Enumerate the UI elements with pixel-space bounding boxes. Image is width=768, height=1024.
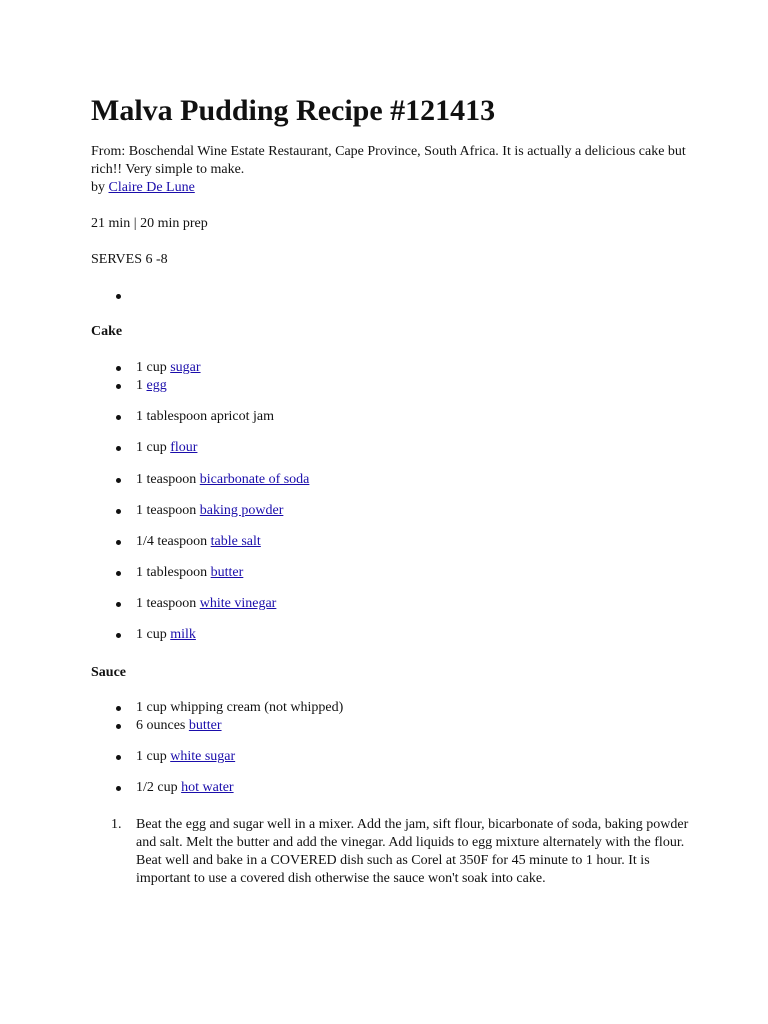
bullet — [116, 478, 121, 483]
ingredient-item — [136, 564, 243, 582]
ingredient-quantity: 1/2 cup — [136, 780, 178, 795]
ingredient-link[interactable]: white sugar — [170, 749, 236, 764]
ingredient-link[interactable]: egg — [146, 378, 167, 393]
ingredient-link[interactable]: table salt — [210, 534, 261, 549]
ingredient-link[interactable]: flour — [170, 440, 198, 455]
sauce-heading: Sauce — [91, 665, 126, 680]
ingredient-quantity: 1 — [136, 378, 143, 393]
ingredient-quantity: 1 cup whipping cream (not whipped) — [136, 700, 344, 715]
ingredient-quantity: 6 ounces — [136, 718, 186, 733]
recipe-serves: SERVES 6 -8 — [91, 252, 168, 267]
empty-list-item — [136, 287, 146, 305]
bullet — [116, 366, 121, 371]
ingredient-item — [136, 626, 196, 644]
recipe-time: 21 min | 20 min prep — [91, 216, 208, 231]
page-title: Malva Pudding Recipe #121413 — [91, 94, 496, 127]
ingredient-link[interactable]: butter — [188, 718, 222, 733]
ingredient-quantity: 1/4 teaspoon — [136, 534, 208, 549]
ingredient-link[interactable]: sugar — [170, 360, 201, 375]
ingredient-link[interactable]: baking powder — [199, 503, 284, 518]
ingredient-quantity: 1 tablespoon — [136, 565, 208, 580]
bullet — [116, 755, 121, 760]
by-label: by — [91, 180, 105, 195]
bullet — [116, 706, 121, 711]
ingredient-item — [136, 502, 283, 520]
recipe-description: From: Boschendal Wine Estate Restaurant, Cape Province, South Africa. It is actually a delicious cake but rich!! Very simple to make. — [91, 144, 686, 177]
ingredient-quantity: 1 cup — [136, 749, 167, 764]
ingredient-quantity: 1 cup — [136, 360, 167, 375]
bullet — [116, 786, 121, 791]
ingredient-item — [136, 533, 261, 551]
ingredient-link[interactable]: milk — [170, 627, 196, 642]
bullet — [116, 384, 121, 389]
ingredient-item — [136, 699, 343, 717]
ingredient-item — [136, 471, 309, 489]
bullet — [116, 415, 121, 420]
ingredient-quantity: 1 teaspoon — [136, 596, 197, 611]
ingredient-quantity: 1 teaspoon — [136, 503, 197, 518]
ingredient-quantity: 1 cup — [136, 440, 167, 455]
step-number: 1. — [111, 817, 122, 832]
direction-step — [111, 816, 696, 888]
ingredient-item — [136, 439, 197, 457]
ingredient-item — [136, 377, 167, 395]
bullet — [116, 602, 121, 607]
cake-heading: Cake — [91, 324, 123, 339]
ingredient-link[interactable]: white vinegar — [199, 596, 277, 611]
ingredient-item — [136, 408, 274, 426]
ingredient-link[interactable]: hot water — [181, 780, 234, 795]
ingredient-link[interactable]: bicarbonate of soda — [199, 472, 310, 487]
ingredient-item — [136, 595, 276, 613]
bullet — [116, 540, 121, 545]
ingredient-quantity: 1 cup — [136, 627, 167, 642]
ingredient-item — [136, 748, 235, 766]
ingredient-item — [136, 779, 234, 797]
ingredient-link[interactable]: butter — [210, 565, 244, 580]
bullet — [116, 294, 121, 299]
bullet — [116, 724, 121, 729]
ingredient-item — [136, 717, 222, 735]
bullet — [116, 509, 121, 514]
bullet — [116, 633, 121, 638]
ingredient-item — [136, 359, 201, 377]
author-link[interactable]: Claire De Lune — [108, 180, 195, 195]
ingredient-quantity: 1 teaspoon — [136, 472, 197, 487]
step-text: Beat the egg and sugar well in a mixer. Add the jam, sift flour, bicarbonate of soda, baking powder and salt. Melt the butter and add the vinegar. Add liquids to egg mixture alternately with the flour. Beat well and bake in a COVERED dish such as Corel at 350F for 45 minute to 1 hour. It is important to use a covered dish otherwise the sauce won't soak into cake. — [136, 817, 689, 886]
ingredient-quantity: 1 tablespoon apricot jam — [136, 409, 275, 424]
bullet — [116, 446, 121, 451]
author-line — [91, 179, 195, 197]
bullet — [116, 571, 121, 576]
